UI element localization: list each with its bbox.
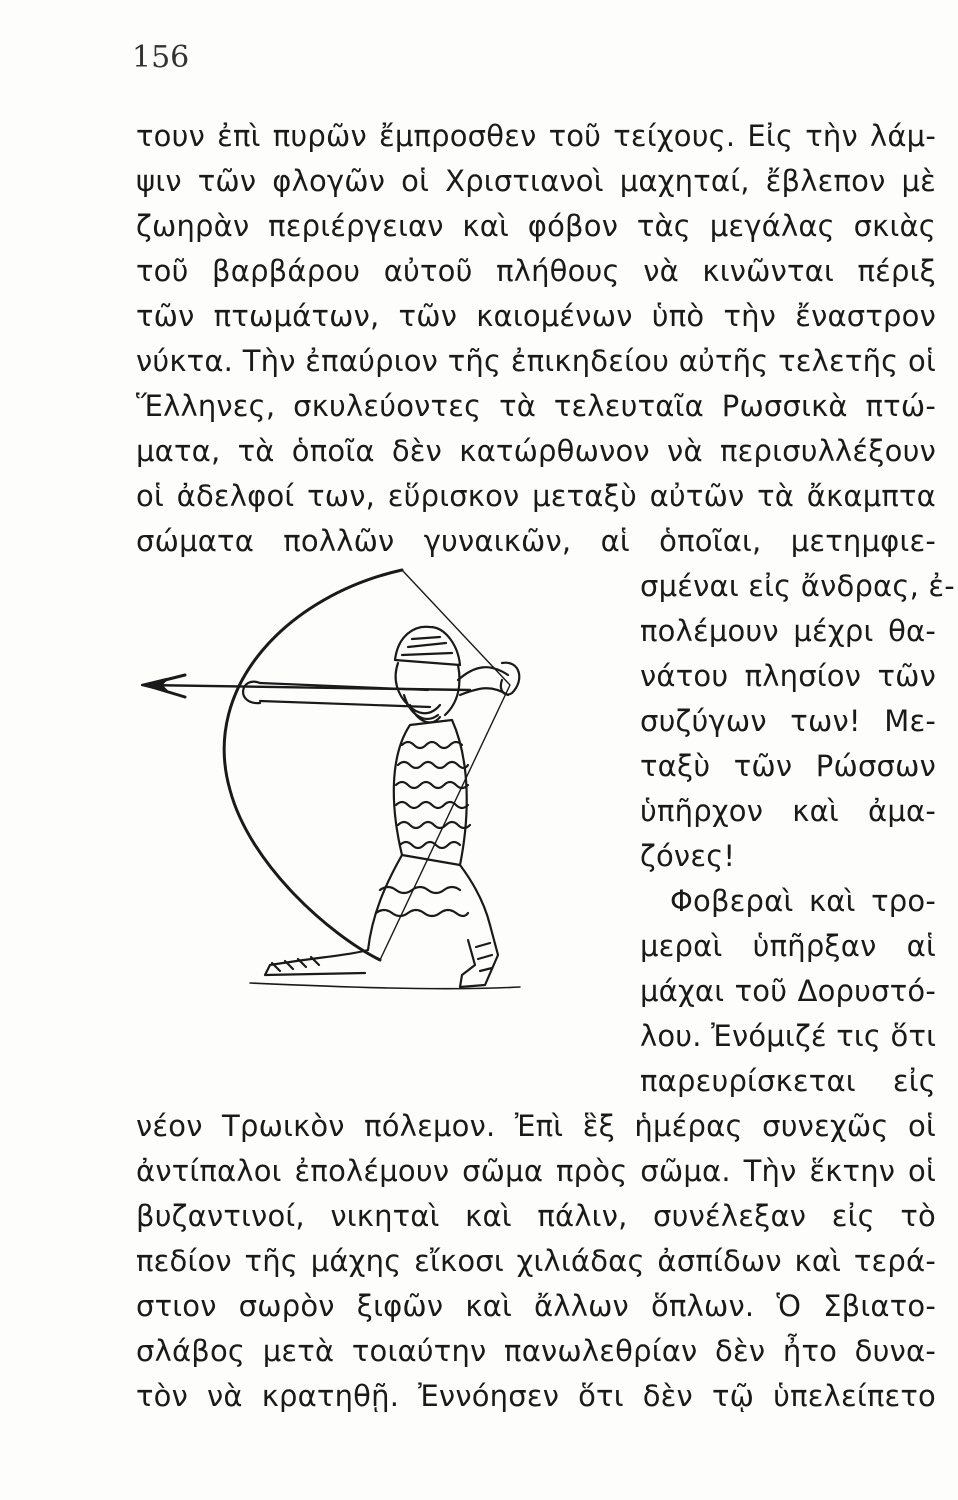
- text-line: λου. Ἐνόμιζέ τις ὅτι: [640, 1019, 937, 1053]
- archer-illustration: [140, 555, 620, 995]
- page-number: 156: [132, 40, 190, 75]
- text-line: πεδίον τῆς μάχης εἴκοσι χιλιάδας ἀσπίδων καὶ τερά-: [136, 1244, 936, 1278]
- text-line: νέον Τρωικὸν πόλεμον. Ἐπὶ ἓξ ἡμέρας συνεχῶς οἱ: [136, 1109, 936, 1143]
- text-line: νύκτα. Τὴν ἐπαύριον τῆς ἐπικηδείου αὐτῆς τελετῆς οἱ: [136, 344, 936, 378]
- text-line: ὑπῆρχον καὶ ἀμα-: [640, 794, 936, 828]
- text-line: τὸν νὰ κρατηθῇ. Ἐννόησεν ὅτι δὲν τῷ ὑπελείπετο: [136, 1379, 936, 1413]
- text-line: τῶν πτωμάτων, τῶν καιομένων ὑπὸ τὴν ἔναστρον: [136, 299, 936, 333]
- text-line: παρευρίσκεται εἰς: [640, 1064, 936, 1098]
- text-line: ζωηρὰν περιέργειαν καὶ φόβον τὰς μεγάλας σκιὰς: [136, 209, 936, 243]
- text-line: τοῦ βαρβάρου αὐτοῦ πλήθους νὰ κινῶνται πέριξ: [136, 254, 936, 288]
- text-line: Ἕλληνες, σκυλεύοντες τὰ τελευταῖα Ρωσσικὰ πτώ-: [136, 389, 936, 423]
- text-line: ταξὺ τῶν Ρώσσων: [640, 749, 936, 783]
- text-line: νάτου πλησίον τῶν: [640, 659, 936, 693]
- text-line: μάχαι τοῦ Δορυστό-: [640, 974, 936, 1008]
- text-line: ματα, τὰ ὁποῖα δὲν κατώρθωνον νὰ περισυλλέξουν: [136, 434, 936, 468]
- text-line: σμέναι εἰς ἄνδρας, ἐ-: [640, 569, 955, 603]
- text-line: στιον σωρὸν ξιφῶν καὶ ἄλλων ὅπλων. Ὁ Σβιατο-: [136, 1289, 936, 1323]
- text-line: σλάβος μετὰ τοιαύτην πανωλεθρίαν δὲν ἦτο δυνα-: [136, 1334, 936, 1368]
- text-line: τουν ἐπὶ πυρῶν ἔμπροσθεν τοῦ τείχους. Εἰς τὴν λάμ-: [136, 119, 936, 153]
- text-line: ζόνες!: [640, 839, 736, 873]
- text-line: σώματα πολλῶν γυναικῶν, αἱ ὁποῖαι, μετημφιε-: [136, 524, 936, 558]
- text-line: οἱ ἀδελφοί των, εὕρισκον μεταξὺ αὐτῶν τὰ ἄκαμπτα: [136, 479, 936, 513]
- text-line: πολέμουν μέχρι θα-: [640, 614, 936, 648]
- text-line: ἀντίπαλοι ἐπολέμουν σῶμα πρὸς σῶμα. Τὴν ἕκτην οἱ: [136, 1154, 936, 1188]
- text-line: βυζαντινοί, νικηταὶ καὶ πάλιν, συνέλεξαν εἰς τὸ: [136, 1199, 936, 1233]
- text-line: ψιν τῶν φλογῶν οἱ Χριστιανοὶ μαχηταί, ἔβλεπον μὲ: [136, 164, 936, 198]
- text-line: Φοβεραὶ καὶ τρο-: [670, 884, 936, 918]
- text-line: μεραὶ ὑπῆρξαν αἱ: [640, 929, 936, 963]
- text-line: συζύγων των! Με-: [640, 704, 936, 738]
